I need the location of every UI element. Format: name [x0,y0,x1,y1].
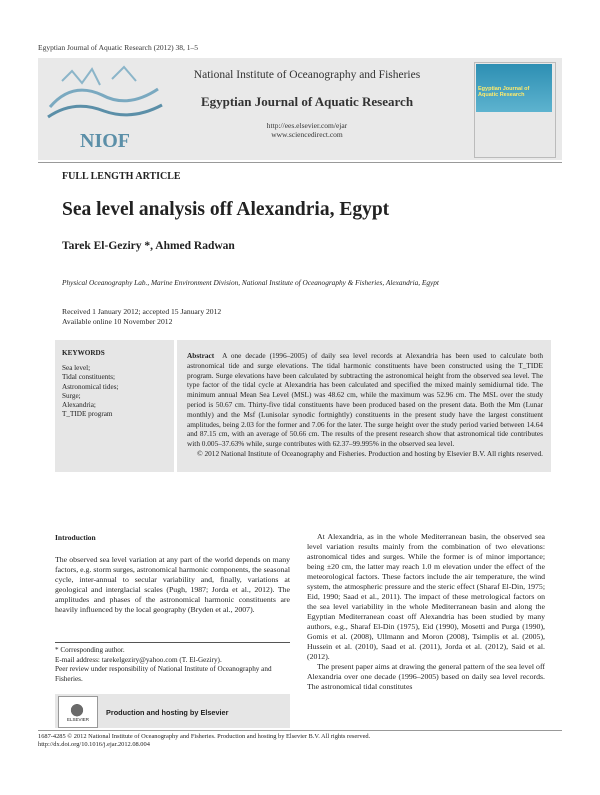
doi-link[interactable]: http://dx.doi.org/10.1016/j.ejar.2012.08.004 [38,741,150,749]
intro-paragraph: The observed sea level variation at any part of the world depends on many factors, e.g. storm surges, astronomical harmonic components, the seasonal cycle, inter-annual to secular variability and, finally, variations at geological and interglacial scales (Pugh, 1987; Jorda et al., 2012). The amplitudes and phases of the astronomical harmonic constituents are heavily influenced by the local geography (Bryden et al., 2007). [55,555,290,614]
cover-title: Egyptian Journal of Aquatic Research [478,86,530,98]
keyword: Alexandria; [62,401,96,410]
keyword: Tidal constituents; [62,373,116,382]
footnote-peer-review: Peer review under responsibility of National Institute of Oceanography and Fisheries. [55,665,272,683]
article-dates [62,307,221,327]
footnote-email: E-mail address: tarekelgeziry@yahoo.com (T. El-Geziry). [55,655,222,664]
journal-urls [176,121,438,139]
production-text: Production and hosting by Elsevier [106,708,229,717]
logo-text: NIOF [80,130,130,152]
online-date: Available online 10 November 2012 [62,317,173,326]
journal-name: Egyptian Journal of Aquatic Research [200,94,414,109]
keywords-heading: KEYWORDS [62,349,105,357]
paragraph: At Alexandria, as in the whole Mediterranean basin, the observed sea level variation results mainly from the combination of two elevations: astronomical tides and surges. While the former is of minor importance; being ±20 cm, the latter may reach 1.0 m elevation under the effect of the meteorological factors. These factors include the air temperature, the wind system, the atmospheric pressure and the steric effect (Sharaf El-Din, 1975; Eid, 1990; Saad et al., 2011). The impact of these metrological factors on the sea level variability in the whole Mediterranean basin and along the Egyptian Mediterranean coast off Alexandria has been studied by many authors, e.g., Sharaf El-Din (1975), Eid (1990), Mosetti and Purga (1990), Gomis et al. (2008), Ullmann and Moron (2008), Tsimplis et al. (2005), Hussein et al. (2010), Saad et al. (2011), Jorda et al. (2012), Said et al. (2012). [307,532,545,661]
keyword: Astronomical tides; [62,382,119,391]
keyword: Sea level; [62,364,91,372]
issn-footer [38,733,370,749]
niof-logo [42,61,168,157]
keywords-list [62,364,119,420]
affiliation: Physical Oceanography Lab., Marine Environment Division, National Institute of Oceanography & Fisheries, Alexandria, Egypt [62,278,439,287]
elsevier-tree-icon [66,700,88,717]
keyword: Surge; [62,391,81,400]
journal-url-2[interactable]: www.sciencedirect.com [271,130,343,139]
institute-name: National Institute of Oceanography and Fisheries [193,69,421,81]
article-title: Sea level analysis off Alexandria, Egypt [62,199,390,220]
footnotes [55,646,295,684]
elsevier-wordmark: ELSEVIER [66,717,89,722]
right-column [307,532,545,692]
received-date: Received 1 January 2012; accepted 15 January 2012 [62,307,222,316]
footnote-corresponding: * Corresponding author. [55,646,125,654]
footnote-divider [55,642,290,643]
author-list: Tarek El-Geziry *, Ahmed Radwan [62,240,235,252]
journal-url-1[interactable]: http://ees.elsevier.com/ejar [266,121,348,130]
abstract-text [187,351,543,449]
abstract-body: A one decade (1996–2005) of daily sea level records at Alexandria has been used to calculate both astronomical tide and surge elevations. The tidal harmonic constituents have been constructed using the T_TIDE program. Surge elevations have been calculated by subtracting the astronomical height from the observed sea level. The type factor of the tidal cycle at Alexandria has been calculated and specified the mixed mainly semidiurnal tide. The minimum annual Mean Sea Level (MSL) was 48.62 cm, while the maximum was 52.96 cm. The MSL over the study period is 50.67 cm. Thirty-five tidal constituents have been produced based on the present data. Both the Mm (Lunar monthly) and the Msf (Lunisolar synodic fortnightly) constituents in the present study have the largest constituent amplitudes, being 2.03 for the former and 7.06 for the later. The surge height over the study period varied between 14.64 and 87.15 cm, with an average of 50.66 cm. The results of the present research show that astronomical tide contributes with 0.005–37.63% while, surge contributes with 62.37–99.995% in the observed sea level. [187,351,543,449]
issn-line: 1687-4285 © 2012 National Institute of Oceanography and Fisheries. Production and hosting by Elsevier B.V. All rights reserved. [38,733,371,740]
keyword: T_TIDE program [62,410,113,419]
intro-heading: Introduction [55,533,96,542]
abstract-label: Abstract [187,351,215,360]
article-type: FULL LENGTH ARTICLE [62,171,181,182]
header-divider [38,162,562,163]
abstract-copyright: © 2012 National Institute of Oceanography and Fisheries. Production and hosting by Elsevier B.V. All rights reserved. [197,449,543,458]
running-head: Egyptian Journal of Aquatic Research (2012) 38, 1–5 [38,43,198,52]
paragraph: The present paper aims at drawing the general pattern of the sea level off Alexandria over one decade (1996–2005) based on daily sea level records. The astronomical tidal constitutes [307,662,545,691]
footer-divider [38,730,562,731]
